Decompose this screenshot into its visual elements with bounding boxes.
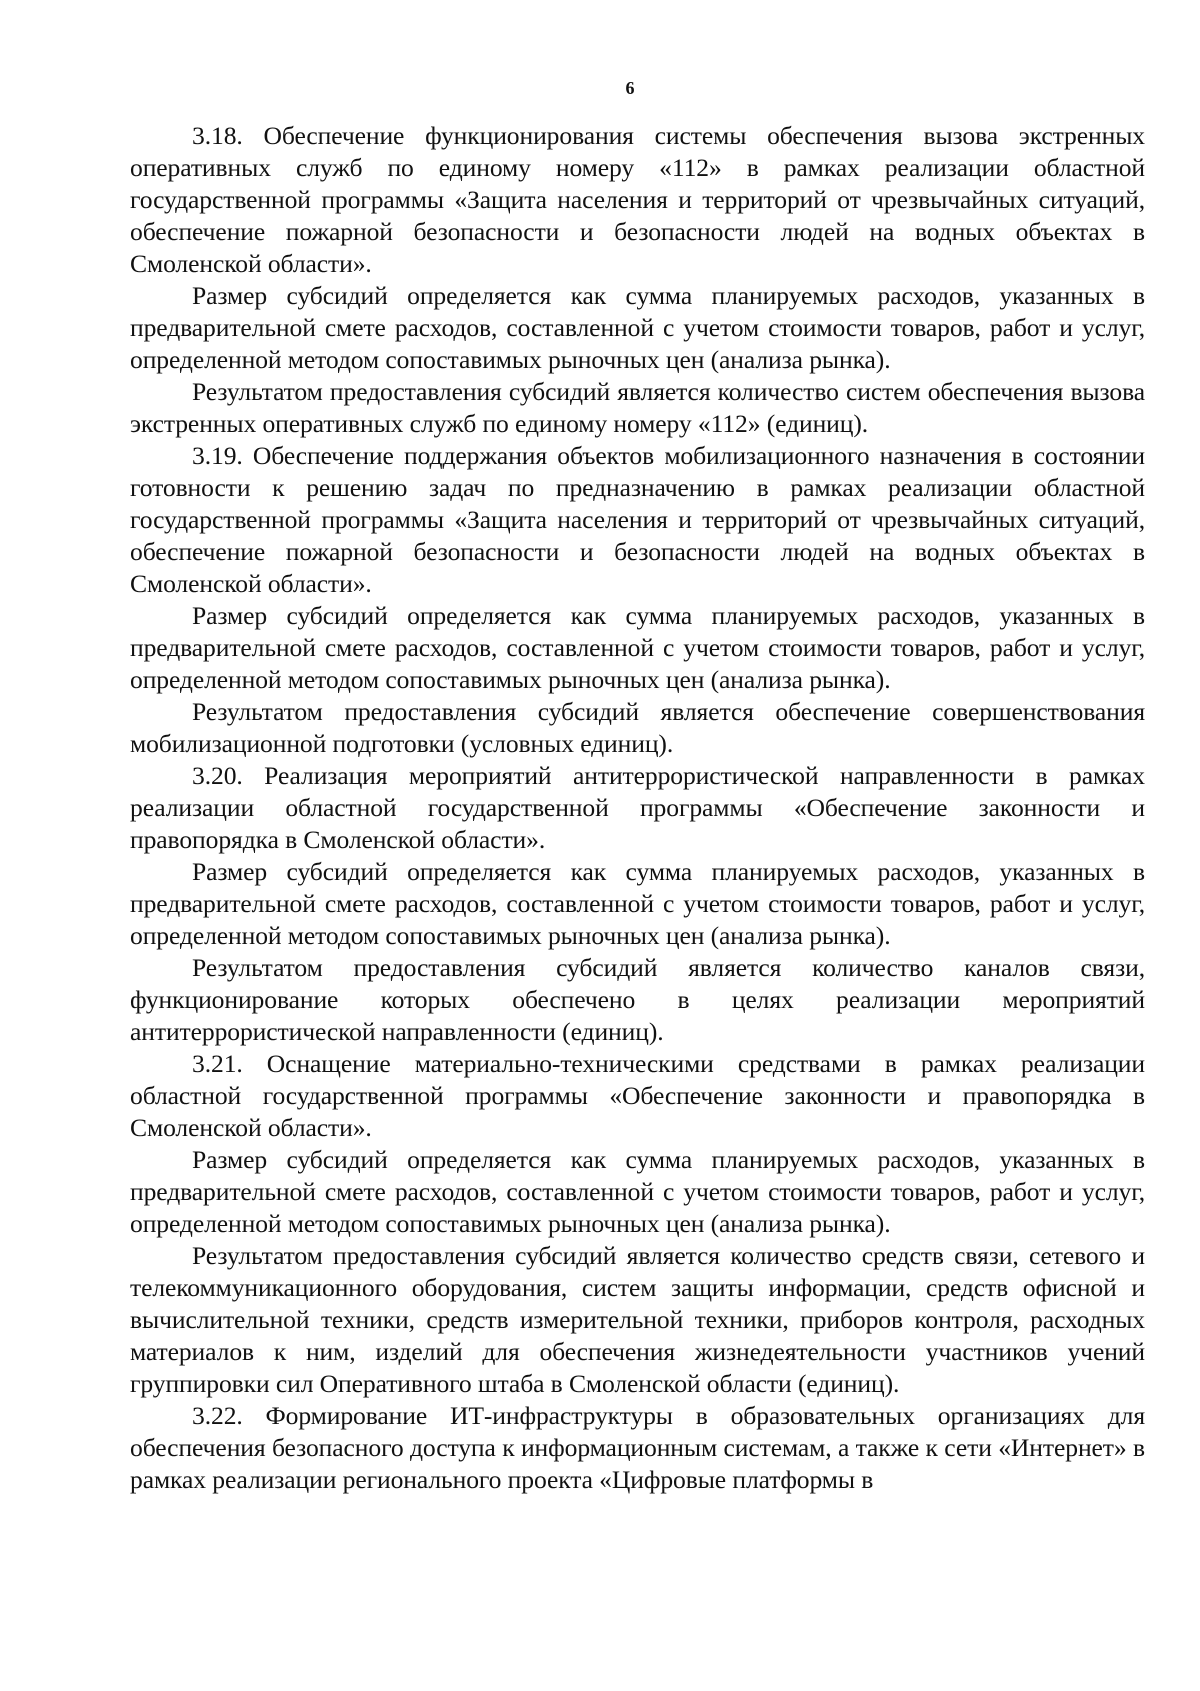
paragraph-3-20-subsidy-size: Размер субсидий определяется как сумма планируемых расходов, указанных в предварительной смете расходов, составленной с учетом стоимости товаров, работ и услуг, определенной методом сопоставимых рыночных цен (анализа рынка). [130,857,1145,950]
paragraph-3-19: 3.19. Обеспечение поддержания объектов мобилизационного назначения в состоянии готовности к решению задач по предназначению в рамках реализации областной государственной программы «Защита населения и территорий от чрезвычайных ситуаций, обеспечение пожарной безопасности и безопасности людей на водных объектах в Смоленской области». [130,441,1145,598]
paragraph-3-18-subsidy-size: Размер субсидий определяется как сумма планируемых расходов, указанных в предварительной смете расходов, составленной с учетом стоимости товаров, работ и услуг, определенной методом сопоставимых рыночных цен (анализа рынка). [130,281,1145,374]
paragraph-3-21-result: Результатом предоставления субсидий является количество средств связи, сетевого и телекоммуникационного оборудования, систем защиты информации, средств офисной и вычислительной техники, средств измерительной техники, приборов контроля, расходных материалов к ним, изделий для обеспечения жизнедеятельности участников учений группировки сил Оперативного штаба в Смоленской области (единиц). [130,1241,1145,1398]
paragraph-3-20: 3.20. Реализация мероприятий антитеррористической направленности в рамках реализации областной государственной программы «Обеспечение законности и правопорядка в Смоленской области». [130,761,1145,854]
paragraph-3-19-subsidy-size: Размер субсидий определяется как сумма планируемых расходов, указанных в предварительной смете расходов, составленной с учетом стоимости товаров, работ и услуг, определенной методом сопоставимых рыночных цен (анализа рынка). [130,601,1145,694]
paragraph-3-20-result: Результатом предоставления субсидий является количество каналов связи, функционирование которых обеспечено в целях реализации мероприятий антитеррористической направленности (единиц). [130,953,1145,1046]
paragraph-3-22: 3.22. Формирование ИТ-инфраструктуры в образовательных организациях для обеспечения безопасного доступа к информационным системам, а также к сети «Интернет» в рамках реализации регионального проекта «Цифровые платформы в [130,1401,1145,1494]
paragraph-3-21-subsidy-size: Размер субсидий определяется как сумма планируемых расходов, указанных в предварительной смете расходов, составленной с учетом стоимости товаров, работ и услуг, определенной методом сопоставимых рыночных цен (анализа рынка). [130,1145,1145,1238]
paragraph-3-19-result: Результатом предоставления субсидий является обеспечение совершенствования мобилизационной подготовки (условных единиц). [130,697,1145,758]
page-number: 6 [625,78,635,98]
paragraph-3-18-result: Результатом предоставления субсидий является количество систем обеспечения вызова экстренных оперативных служб по единому номеру «112» (единиц). [130,377,1145,438]
paragraph-3-18: 3.18. Обеспечение функционирования системы обеспечения вызова экстренных оперативных служб по единому номеру «112» в рамках реализации областной государственной программы «Защита населения и территорий от чрезвычайных ситуаций, обеспечение пожарной безопасности и безопасности людей на водных объектах в Смоленской области». [130,121,1145,278]
document-body [130,120,1145,1496]
paragraph-3-21: 3.21. Оснащение материально-техническими средствами в рамках реализации областной государственной программы «Обеспечение законности и правопорядка в Смоленской области». [130,1049,1145,1142]
